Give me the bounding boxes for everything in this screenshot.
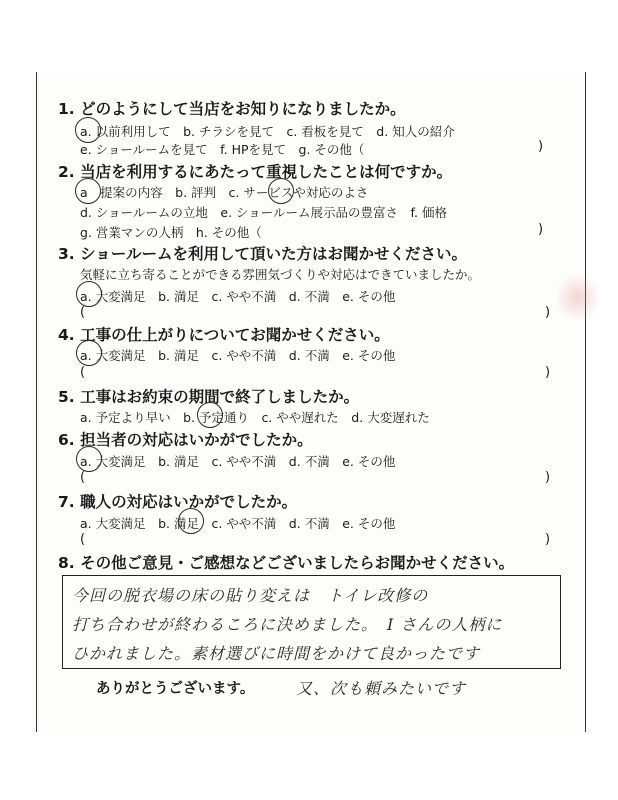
answer-circle-q4-a (76, 340, 102, 366)
comment-line-1: 今回の脱衣場の床の貼り変えは トイレ改修の (72, 586, 429, 605)
question-8-title: 8. その他ご意見・ご感想などございましたらお聞かせください。 (58, 554, 515, 572)
question-4-options: a. 大変満足 b. 満足 c. やや不満 d. 不満 e. その他 (80, 348, 396, 363)
question-2-options-row1: a 提案の内容 b. 評判 c. サービスや対応のよさ (80, 185, 369, 200)
question-4-paren-close: ) (545, 365, 551, 380)
question-1-title: 1. どのようにして当店をお知りになりましたか。 (58, 100, 406, 118)
question-7-options: a. 大変満足 b. 満足 c. やや不満 d. 不満 e. その他 (80, 516, 396, 531)
question-2-options-row2: d. ショールームの立地 e. ショールーム展示品の豊富さ f. 価格 (80, 205, 447, 220)
question-2-title: 2. 当店を利用するにあたって重視したことは何ですか。 (58, 163, 453, 181)
question-1-options-row2: e. ショールームを見て f. HPを見て g. その他（ (80, 142, 365, 157)
question-4-paren-open: ( (80, 365, 86, 380)
comment-line-3: ひかれました。素材選びに時間をかけて良かったです (72, 644, 481, 663)
paper-stain (558, 270, 598, 325)
question-5-options: a. 予定より早い b. 予定通り c. やや遅れた d. 大変遅れた (80, 410, 430, 425)
answer-circle-q1-a (75, 117, 101, 143)
question-3-title: 3. ショールームを利用して頂いた方はお聞かせください。 (58, 245, 467, 263)
answer-circle-q5-b (197, 402, 223, 428)
answer-circle-q2-a (75, 178, 101, 204)
thanks-text: ありがとうございます。 (96, 681, 255, 697)
question-3-subtitle: 気軽に立ち寄ることができる雰囲気づくりや対応はできていましたか。 (80, 267, 481, 282)
question-7-title: 7. 職人の対応はいかがでしたか。 (58, 493, 298, 511)
question-7-paren-close: ) (545, 532, 551, 547)
question-6-paren-close: ) (545, 470, 551, 485)
question-7-paren-open: ( (80, 532, 86, 547)
question-5-title: 5. 工事はお約束の期間で終了しましたか。 (58, 388, 360, 406)
question-2-options-row3: g. 営業マンの人柄 h. その他（ (80, 225, 262, 240)
question-6-options: a. 大変満足 b. 満足 c. やや不満 d. 不満 e. その他 (80, 454, 396, 469)
question-6-title: 6. 担当者の対応はいかがでしたか。 (58, 431, 313, 449)
question-3-options: a. 大変満足 b. 満足 c. やや不満 d. 不満 e. その他 (80, 289, 396, 304)
question-1-paren-close: ) (538, 139, 544, 154)
question-6-paren-open: ( (80, 470, 86, 485)
answer-circle-q6-a (76, 446, 102, 472)
answer-circle-q3-a (76, 281, 102, 307)
question-2-paren-close: ) (538, 222, 544, 237)
question-1-options-row1: a. 以前利用して b. チラシを見て c. 看板を見て d. 知人の紹介 (80, 124, 455, 139)
question-3-paren-open: ( (80, 305, 86, 320)
comment-line-2: 打ち合わせが終わるころに決めました。 I さんの人柄に (72, 615, 503, 634)
question-4-title: 4. 工事の仕上がりについてお聞かせください。 (58, 326, 390, 344)
question-3-paren-close: ) (545, 305, 551, 320)
answer-circle-q2-c (268, 178, 294, 204)
handwritten-footer: 又、次も頼みたいです (296, 679, 467, 698)
answer-circle-q7-b (178, 508, 204, 534)
